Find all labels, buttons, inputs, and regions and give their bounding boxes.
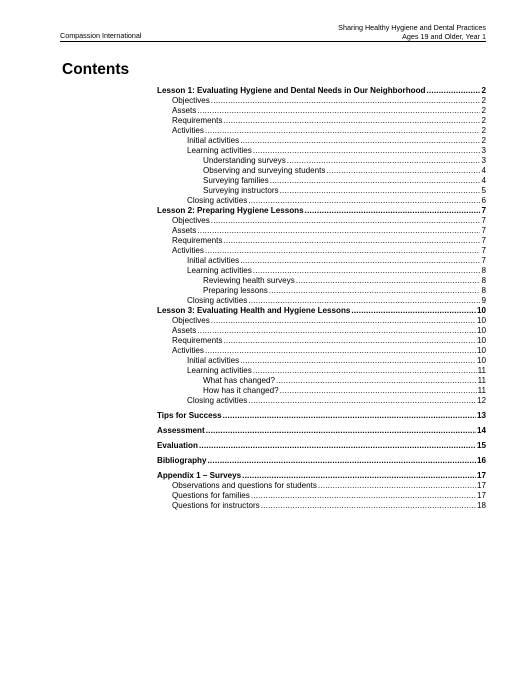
toc-entry-page: 2 — [481, 86, 486, 95]
toc-entry-label: Appendix 1 – Surveys — [157, 471, 242, 480]
toc-entry-section[interactable] — [157, 471, 486, 481]
toc-dot-leader — [280, 186, 481, 196]
toc-dot-leader — [318, 481, 476, 491]
toc-entry-label: Bibliography — [157, 456, 207, 465]
toc-dot-leader — [248, 196, 480, 206]
toc-entry-section[interactable] — [157, 426, 486, 436]
toc-entry-section[interactable] — [157, 306, 486, 316]
toc-entry-label: Reviewing health surveys — [203, 276, 295, 285]
toc-entry-label: Objectives — [172, 96, 210, 105]
toc-entry-label: Assets — [172, 226, 197, 235]
toc-entry[interactable] — [157, 146, 486, 156]
toc-entry-section[interactable] — [157, 86, 486, 96]
toc-entry[interactable] — [157, 96, 486, 106]
toc-entry-section[interactable] — [157, 441, 486, 451]
toc-entry[interactable] — [157, 166, 486, 176]
toc-dot-leader — [206, 426, 476, 436]
toc-entry-page: 11 — [477, 386, 486, 395]
toc-dot-leader — [197, 226, 480, 236]
toc-entry-page: 17 — [476, 491, 486, 500]
toc-dot-leader — [205, 346, 476, 356]
toc-entry-label: Requirements — [172, 116, 223, 125]
toc-entry-page: 15 — [476, 441, 486, 450]
toc-entry-page: 10 — [476, 316, 486, 325]
toc-entry-page: 8 — [481, 286, 486, 295]
toc-dot-leader — [211, 216, 481, 226]
toc-entry-label: Surveying instructors — [203, 186, 279, 195]
toc-entry-page: 7 — [481, 256, 486, 265]
toc-entry-label: Initial activities — [187, 256, 240, 265]
toc-entry-page: 8 — [481, 276, 486, 285]
toc-dot-leader — [211, 96, 481, 106]
toc-entry-label: Tips for Success — [157, 411, 222, 420]
page-title: Contents — [62, 61, 130, 78]
toc-dot-leader — [248, 296, 480, 306]
toc-entry-label: Lesson 3: Evaluating Health and Hygiene Lessons — [157, 306, 351, 315]
toc-entry-page: 2 — [481, 106, 486, 115]
toc-entry[interactable] — [157, 226, 486, 236]
toc-entry-label: Lesson 1: Evaluating Hygiene and Dental Needs in Our Neighborhood — [157, 86, 426, 95]
toc-entry-page: 6 — [481, 196, 486, 205]
toc-entry[interactable] — [157, 156, 486, 166]
toc-entry-page: 12 — [476, 396, 486, 405]
toc-entry[interactable] — [157, 346, 486, 356]
header-divider — [60, 41, 486, 42]
toc-entry[interactable] — [157, 176, 486, 186]
toc-entry-page: 2 — [481, 96, 486, 105]
toc-entry-label: Questions for instructors — [172, 501, 260, 510]
toc-entry-label: Evaluation — [157, 441, 198, 450]
toc-entry-label: Surveying families — [203, 176, 269, 185]
toc-entry-label: Learning activities — [187, 146, 252, 155]
table-of-contents — [157, 86, 486, 511]
toc-entry-label: Initial activities — [187, 356, 240, 365]
toc-dot-leader — [248, 396, 476, 406]
toc-entry-label: Assessment — [157, 426, 205, 435]
toc-dot-leader — [223, 411, 476, 421]
toc-entry-page: 10 — [476, 356, 486, 365]
toc-entry-label: Assets — [172, 106, 197, 115]
toc-entry-page: 18 — [476, 501, 486, 510]
toc-dot-leader — [240, 356, 476, 366]
toc-dot-leader — [280, 386, 477, 396]
toc-entry-label: Initial activities — [187, 136, 240, 145]
toc-entry[interactable] — [157, 336, 486, 346]
toc-dot-leader — [211, 316, 476, 326]
toc-entry-page: 10 — [476, 306, 486, 315]
toc-dot-leader — [205, 126, 481, 136]
toc-entry-page: 3 — [481, 156, 486, 165]
toc-entry-label: Observing and surveying students — [203, 166, 326, 175]
toc-dot-leader — [287, 156, 481, 166]
toc-entry-page: 11 — [477, 366, 486, 375]
toc-entry-label: Requirements — [172, 336, 223, 345]
header-organization: Compassion International — [60, 31, 142, 40]
toc-dot-leader — [242, 471, 476, 481]
toc-entry[interactable] — [157, 266, 486, 276]
toc-entry-label: Observations and questions for students — [172, 481, 317, 490]
toc-entry-section[interactable] — [157, 206, 486, 216]
toc-entry-label: Assets — [172, 326, 197, 335]
toc-dot-leader — [240, 256, 480, 266]
toc-entry-page: 11 — [477, 376, 486, 385]
toc-entry[interactable] — [157, 286, 486, 296]
toc-entry[interactable] — [157, 386, 486, 396]
toc-entry-label: Learning activities — [187, 366, 252, 375]
toc-entry[interactable] — [157, 256, 486, 266]
toc-entry-section[interactable] — [157, 456, 486, 466]
toc-dot-leader — [253, 146, 481, 156]
toc-entry-page: 2 — [481, 126, 486, 135]
toc-entry-label: Preparing lessons — [203, 286, 268, 295]
toc-entry-page: 17 — [476, 471, 486, 480]
toc-dot-leader — [296, 276, 481, 286]
toc-entry[interactable] — [157, 376, 486, 386]
toc-dot-leader — [199, 441, 476, 451]
toc-dot-leader — [276, 376, 477, 386]
toc-dot-leader — [207, 456, 476, 466]
toc-entry[interactable] — [157, 106, 486, 116]
toc-entry[interactable] — [157, 186, 486, 196]
toc-entry[interactable] — [157, 196, 486, 206]
toc-entry-page: 8 — [481, 266, 486, 275]
toc-dot-leader — [223, 336, 476, 346]
toc-dot-leader — [240, 136, 480, 146]
toc-entry[interactable] — [157, 316, 486, 326]
toc-entry-page: 13 — [476, 411, 486, 420]
toc-entry-page: 5 — [481, 186, 486, 195]
toc-dot-leader — [197, 106, 480, 116]
toc-entry-page: 10 — [476, 336, 486, 345]
toc-entry-label: Questions for families — [172, 491, 250, 500]
toc-entry-page: 17 — [476, 481, 486, 490]
toc-entry-label: Activities — [172, 346, 204, 355]
toc-entry[interactable] — [157, 236, 486, 246]
toc-dot-leader — [223, 236, 480, 246]
toc-dot-leader — [426, 86, 480, 96]
toc-entry-label: Understanding surveys — [203, 156, 286, 165]
toc-entry[interactable] — [157, 136, 486, 146]
toc-entry-section[interactable] — [157, 411, 486, 421]
toc-entry-page: 7 — [481, 216, 486, 225]
toc-entry[interactable] — [157, 501, 486, 511]
toc-entry[interactable] — [157, 276, 486, 286]
toc-entry-label: Closing activities — [187, 196, 248, 205]
toc-entry[interactable] — [157, 116, 486, 126]
toc-entry[interactable] — [157, 216, 486, 226]
toc-dot-leader — [305, 206, 481, 216]
toc-entry-page: 10 — [476, 326, 486, 335]
toc-entry-label: Lesson 2: Preparing Hygiene Lessons — [157, 206, 304, 215]
toc-dot-leader — [253, 266, 481, 276]
toc-dot-leader — [197, 326, 476, 336]
toc-entry-label: Requirements — [172, 236, 223, 245]
toc-entry-page: 4 — [481, 176, 486, 185]
toc-entry-label: Closing activities — [187, 296, 248, 305]
toc-entry-page: 10 — [476, 346, 486, 355]
toc-entry-page: 7 — [481, 226, 486, 235]
toc-entry[interactable] — [157, 126, 486, 136]
toc-entry-page: 16 — [476, 456, 486, 465]
toc-dot-leader — [326, 166, 480, 176]
toc-dot-leader — [261, 501, 476, 511]
toc-entry[interactable] — [157, 356, 486, 366]
toc-entry[interactable] — [157, 246, 486, 256]
toc-dot-leader — [351, 306, 476, 316]
toc-entry-page: 7 — [481, 206, 486, 215]
toc-entry-label: Activities — [172, 246, 204, 255]
toc-entry[interactable] — [157, 366, 486, 376]
toc-entry-label: What has changed? — [203, 376, 275, 385]
toc-entry-page: 7 — [481, 236, 486, 245]
toc-entry-label: How has it changed? — [203, 386, 279, 395]
toc-dot-leader — [251, 491, 476, 501]
header-course-title: Sharing Healthy Hygiene and Dental Practices — [338, 23, 486, 32]
toc-dot-leader — [205, 246, 481, 256]
toc-dot-leader — [269, 286, 481, 296]
toc-entry-page: 4 — [481, 166, 486, 175]
toc-entry-page: 7 — [481, 246, 486, 255]
toc-entry-label: Activities — [172, 126, 204, 135]
toc-entry[interactable] — [157, 326, 486, 336]
toc-entry-label: Objectives — [172, 316, 210, 325]
toc-entry-page: 2 — [481, 116, 486, 125]
toc-entry[interactable] — [157, 296, 486, 306]
toc-entry-page: 2 — [481, 136, 486, 145]
toc-entry-label: Objectives — [172, 216, 210, 225]
toc-entry-page: 14 — [476, 426, 486, 435]
header-course-info — [338, 23, 486, 41]
toc-entry[interactable] — [157, 396, 486, 406]
toc-dot-leader — [270, 176, 481, 186]
toc-dot-leader — [223, 116, 480, 126]
toc-entry[interactable] — [157, 481, 486, 491]
header-course-audience: Ages 19 and Older, Year 1 — [402, 32, 486, 41]
toc-entry-page: 9 — [481, 296, 486, 305]
toc-entry-label: Learning activities — [187, 266, 252, 275]
toc-entry-page: 3 — [481, 146, 486, 155]
toc-entry[interactable] — [157, 491, 486, 501]
toc-entry-label: Closing activities — [187, 396, 248, 405]
toc-dot-leader — [253, 366, 477, 376]
